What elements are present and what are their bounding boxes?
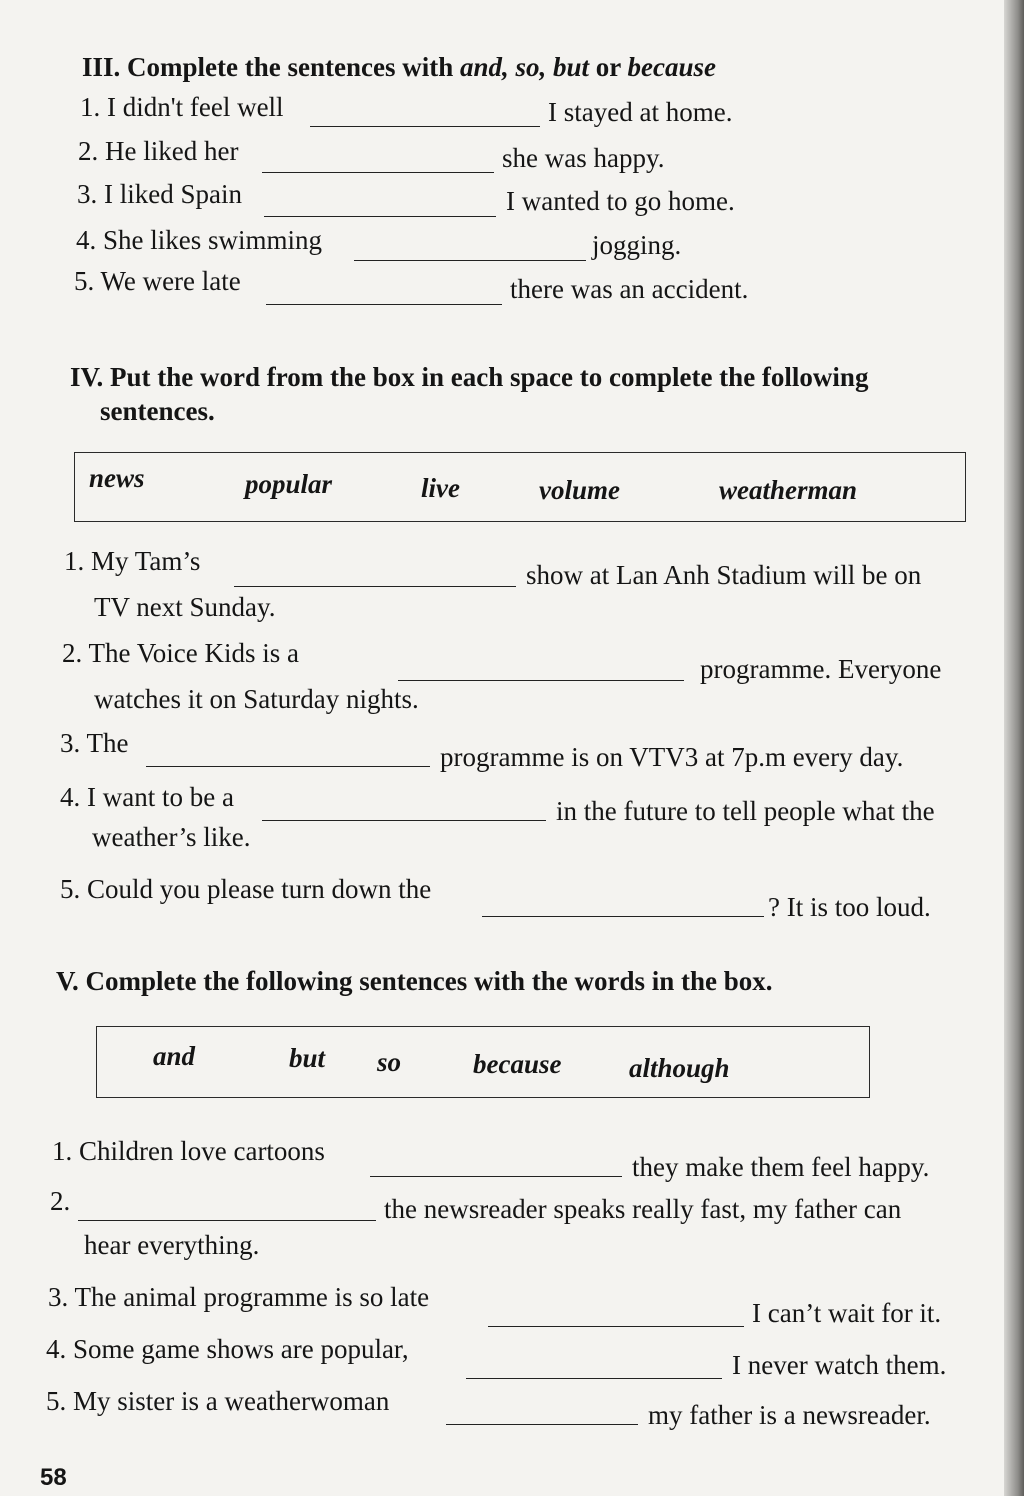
s4-q5-end: ? It is too loud. xyxy=(768,892,931,922)
s4-q2-cont: watches it on Saturday nights. xyxy=(94,684,419,714)
s3-q2-blank[interactable] xyxy=(262,172,494,173)
s3-q4-blank[interactable] xyxy=(354,260,586,261)
s4-word-5: weatherman xyxy=(719,475,858,505)
s3-q1-end: I stayed at home. xyxy=(548,97,733,127)
s3-q1-start: 1. I didn't feel well xyxy=(80,92,284,122)
s4-q3-blank[interactable] xyxy=(146,766,430,767)
s5-q2-start: 2. xyxy=(50,1186,71,1216)
s5-word-5: although xyxy=(629,1053,730,1083)
page-number: 58 xyxy=(40,1464,67,1491)
s5-q1-start: 1. Children love cartoons xyxy=(52,1136,325,1166)
s5-q3-end: I can’t wait for it. xyxy=(752,1298,942,1328)
s3-q4-start: 4. She likes swimming xyxy=(76,225,323,255)
s4-q4-end: in the future to tell people what the xyxy=(556,796,935,826)
s5-word-3: so xyxy=(377,1047,402,1077)
s4-q3-end: programme is on VTV3 at 7p.m every day. xyxy=(440,742,904,772)
s4-q5-start: 5. Could you please turn down the xyxy=(60,874,432,904)
s5-q5-blank[interactable] xyxy=(446,1424,638,1425)
s5-q3-start: 3. The animal programme is so late xyxy=(48,1282,430,1312)
s4-q4-cont: weather’s like. xyxy=(92,822,251,852)
s4-q2-blank[interactable] xyxy=(398,680,684,681)
s4-q2-start: 2. The Voice Kids is a xyxy=(62,638,299,668)
s4-q5-blank[interactable] xyxy=(482,916,764,917)
s5-q1-end: they make them feel happy. xyxy=(632,1152,930,1182)
s5-q5-start: 5. My sister is a weatherwoman xyxy=(46,1386,390,1416)
s4-q4-start: 4. I want to be a xyxy=(60,782,234,812)
s4-q1-blank[interactable] xyxy=(234,586,516,587)
section-5-word-box xyxy=(96,1026,870,1098)
s3-q2-start: 2. He liked her xyxy=(78,136,239,166)
s4-word-3: live xyxy=(421,473,460,503)
s3-q2-end: she was happy. xyxy=(502,143,665,173)
s3-q4-end: jogging. xyxy=(592,230,682,260)
s3-q3-blank[interactable] xyxy=(264,216,496,217)
section-4-title-line2: sentences. xyxy=(100,396,215,426)
s5-q4-blank[interactable] xyxy=(466,1378,722,1379)
s5-q4-end: I never watch them. xyxy=(732,1350,947,1380)
s4-q1-start: 1. My Tam’s xyxy=(64,546,201,576)
page-edge xyxy=(1004,0,1024,1496)
s4-q1-cont: TV next Sunday. xyxy=(94,592,276,622)
s4-q3-start: 3. The xyxy=(60,728,129,758)
s3-q5-start: 5. We were late xyxy=(74,266,241,296)
s5-q2-cont: hear everything. xyxy=(84,1230,260,1260)
s3-q5-end: there was an accident. xyxy=(510,274,749,304)
s3-q3-end: I wanted to go home. xyxy=(506,186,735,216)
s5-word-4: because xyxy=(473,1049,562,1079)
s5-q2-end: the newsreader speaks really fast, my father can xyxy=(384,1194,902,1224)
s5-q1-blank[interactable] xyxy=(370,1176,622,1177)
s4-word-2: popular xyxy=(245,469,333,499)
s5-q3-blank[interactable] xyxy=(488,1326,744,1327)
s5-q5-end: my father is a newsreader. xyxy=(648,1400,931,1430)
s5-q4-start: 4. Some game shows are popular, xyxy=(46,1334,409,1364)
s4-q1-end: show at Lan Anh Stadium will be on xyxy=(526,560,922,590)
section-4-word-box xyxy=(74,452,966,522)
s3-q5-blank[interactable] xyxy=(266,304,502,305)
s3-q3-start: 3. I liked Spain xyxy=(77,179,242,209)
s4-word-1: news xyxy=(89,463,145,493)
s4-q2-end: programme. Everyone xyxy=(700,654,942,684)
s5-word-1: and xyxy=(153,1041,196,1071)
s5-word-2: but xyxy=(289,1043,326,1073)
section-4-title: IV. Put the word from the box in each space to complete the following xyxy=(70,362,869,392)
section-5-title: V. Complete the following sentences with the words in the box. xyxy=(56,966,773,996)
section-3-title: III. Complete the sentences with and, so, but or because xyxy=(82,52,716,82)
s4-word-4: volume xyxy=(539,475,620,505)
s4-q4-blank[interactable] xyxy=(262,820,546,821)
s3-q1-blank[interactable] xyxy=(310,126,540,127)
s5-q2-blank[interactable] xyxy=(78,1220,376,1221)
